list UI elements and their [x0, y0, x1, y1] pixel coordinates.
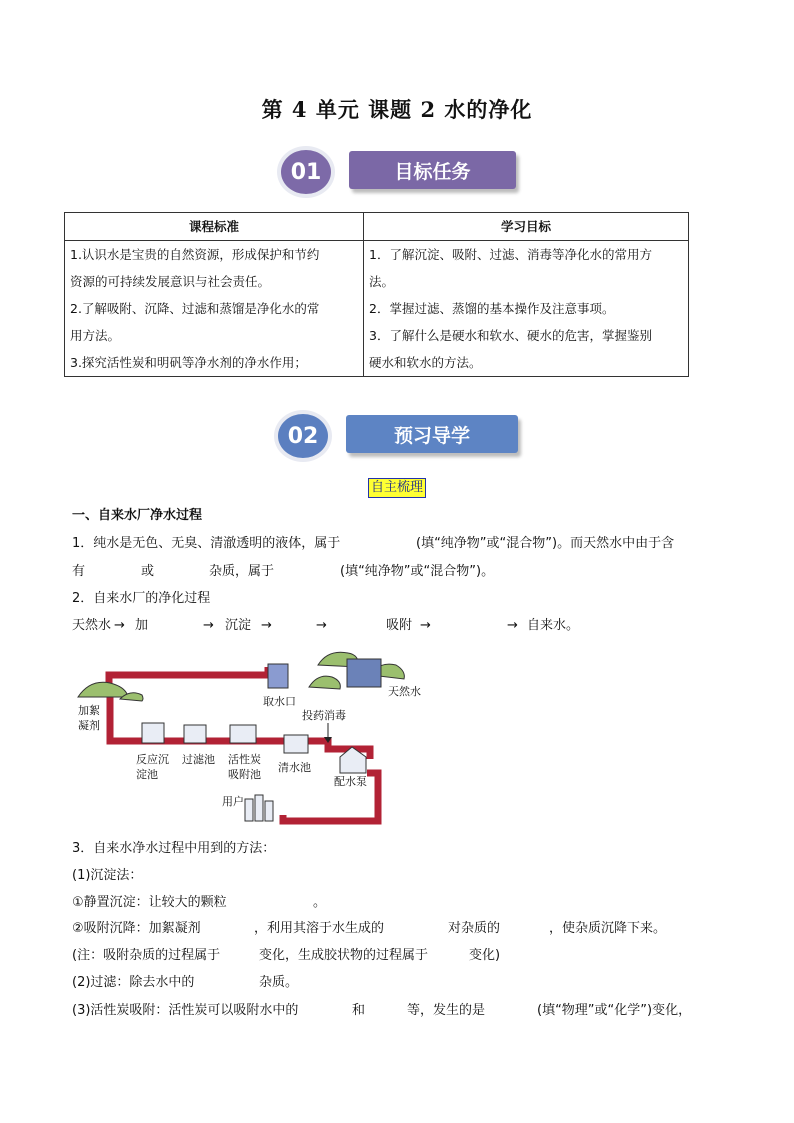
- label-natural-water: 天然水: [388, 685, 421, 698]
- section-number-badge: [274, 410, 332, 462]
- user-building: [245, 799, 253, 821]
- flow-step: 吸附: [386, 618, 413, 633]
- method-text: 。: [313, 895, 327, 910]
- question-1-text: 或: [141, 564, 155, 579]
- intake-pipe: [109, 667, 268, 690]
- table-header-row: [65, 213, 689, 241]
- user-building: [255, 795, 263, 821]
- arrow-right-icon: →: [316, 618, 327, 633]
- label-settling: 反应沉: [136, 753, 169, 766]
- arrow-right-icon: →: [420, 618, 431, 633]
- standards-table: [64, 212, 689, 377]
- arrow-right-icon: →: [507, 618, 518, 633]
- learning-goal-cell: [364, 241, 689, 377]
- label-coagulant: 加絮: [78, 704, 100, 717]
- carbon-tank: [230, 725, 256, 743]
- method-text: 对杂质的: [448, 921, 501, 936]
- part-heading: 一、自来水厂净水过程: [72, 508, 203, 523]
- cell-line: 1．了解沉淀、吸附、过滤、消毒等净化水的常用方: [369, 247, 652, 262]
- flow-step: 沉淀: [225, 618, 252, 633]
- label-intake: 取水口: [263, 695, 296, 708]
- flow-step: 自来水。: [527, 618, 580, 633]
- shrub-left: [78, 682, 128, 697]
- page-title: 第 4 单元 课题 2 水的净化: [261, 97, 533, 122]
- cell-line: 3．了解什么是硬水和软水、硬水的危害，掌握鉴别: [369, 328, 652, 343]
- method-text: 杂质。: [259, 975, 299, 990]
- label-pump: 配水泵: [334, 775, 367, 788]
- label-settling: 淀池: [136, 768, 158, 781]
- curriculum-standard-cell: [65, 241, 364, 377]
- method-text: (2)过滤：除去水中的: [72, 975, 195, 990]
- table-row: [65, 241, 689, 377]
- column-header: 课程标准: [65, 213, 364, 241]
- cell-line: 硬水和软水的方法。: [369, 355, 482, 370]
- label-disinfect: 投药消毒: [302, 709, 346, 722]
- cell-line: 用方法。: [70, 328, 121, 343]
- method-heading: (1)沉淀法：: [72, 868, 143, 883]
- self-study-badge: 自主梳理: [368, 478, 426, 498]
- question-1-text: (填“纯净物”或“混合物”)。而天然水中由于含: [416, 536, 675, 551]
- section-number: 01: [290, 159, 322, 185]
- method-text: 等，发生的是: [407, 1003, 486, 1018]
- method-text: (3)活性炭吸附：活性炭可以吸附水中的: [72, 1003, 299, 1018]
- arrow-right-icon: →: [203, 618, 214, 633]
- cell-line: 1.认识水是宝贵的自然资源，形成保护和节约: [70, 247, 320, 262]
- method-text: ①静置沉淀：让较大的颗粒: [72, 895, 227, 910]
- label-coagulant: 凝剂: [78, 719, 100, 732]
- cell-line: 3.探究活性炭和明矾等净水剂的净水作用；: [70, 355, 307, 370]
- method-text: (填“物理”或“化学”)变化，: [537, 1003, 692, 1018]
- question-1-text: 有: [72, 564, 86, 579]
- section-title-banner: 预习导学: [346, 415, 518, 453]
- question-1-text: 杂质，属于: [209, 564, 275, 579]
- method-text: 和: [352, 1003, 366, 1018]
- note-text: 变化，生成胶状物的过程属于: [259, 948, 429, 963]
- label-filter: 过滤池: [182, 753, 215, 766]
- cell-line: 法。: [369, 274, 395, 289]
- cell-line: 2.了解吸附、沉降、过滤和蒸馏是净化水的常: [70, 301, 320, 316]
- arrow-right-icon: →: [261, 618, 272, 633]
- section-header-goals: [277, 146, 522, 198]
- question-1-text: (填“纯净物”或“混合物”)。: [340, 564, 495, 579]
- water-treatment-diagram: [70, 645, 421, 830]
- label-carbon: 吸附池: [228, 768, 261, 781]
- intake-box: [268, 664, 288, 688]
- cell-line: 资源的可持续发展意识与社会责任。: [70, 274, 271, 289]
- clear-water-tank: [284, 735, 308, 753]
- lake: [347, 659, 381, 687]
- filter-tank: [184, 725, 206, 743]
- section-number-badge: [277, 146, 335, 198]
- section-number: 02: [287, 423, 319, 449]
- note-text: 变化): [469, 948, 501, 963]
- flow-step: 加: [135, 618, 149, 633]
- method-text: ，利用其溶于水生成的: [254, 921, 385, 936]
- flow-step: 天然水: [72, 618, 112, 633]
- label-carbon: 活性炭: [228, 753, 261, 766]
- tree-left: [309, 676, 340, 689]
- question-1-text: 1．纯水是无色、无臭、清澈透明的液体，属于: [72, 536, 341, 551]
- label-clear-water: 清水池: [278, 761, 311, 774]
- method-text: ②吸附沉降：加絮凝剂: [72, 921, 201, 936]
- column-header: 学习目标: [364, 213, 689, 241]
- question-2-title: 2．自来水厂的净化过程: [72, 591, 211, 606]
- method-text: ，使杂质沉降下来。: [549, 921, 667, 936]
- section-header-preview: [274, 410, 524, 462]
- cell-line: 2．掌握过滤、蒸馏的基本操作及注意事项。: [369, 301, 615, 316]
- note-text: (注：吸附杂质的过程属于: [72, 948, 221, 963]
- label-user: 用户: [222, 795, 244, 808]
- user-building: [265, 801, 273, 821]
- question-3-title: 3．自来水净水过程中用到的方法：: [72, 841, 276, 856]
- arrow-right-icon: →: [114, 618, 125, 633]
- section-title-banner: 目标任务: [349, 151, 516, 189]
- settling-tank: [142, 723, 164, 743]
